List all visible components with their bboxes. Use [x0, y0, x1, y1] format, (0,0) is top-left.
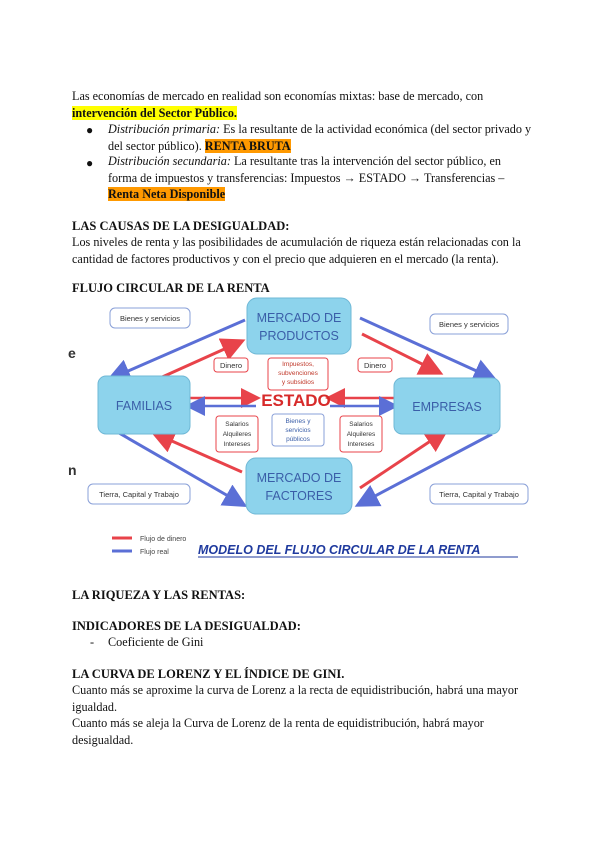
salarios-right-line-2: Alquileres [346, 431, 376, 438]
estado-label: ESTADO [261, 391, 331, 410]
bienes-publicos-line-1: Bienes y [285, 418, 311, 425]
bullet-text: La resultante tras la intervención del sector público, en forma de impuestos y transferencias: Impuestos → ESTADO → Transferencias – [108, 154, 505, 185]
bienes-publicos-line-3: públicos [286, 436, 310, 443]
salarios-left-line-1: Salarios [225, 421, 249, 428]
dinero-left-text: Dinero [219, 361, 243, 370]
mercado-factores-box [246, 458, 352, 514]
bullet-dot: ● [86, 123, 94, 137]
lorenz-paragraph-1: Cuanto más se aproxime la curva de Lorenz a la recta de equidistribución, habrá una mayor igualdad. [72, 683, 519, 714]
intro-text: Las economías de mercado en realidad son economías mixtas: base de mercado, con [72, 89, 484, 103]
section-heading-lorenz: LA CURVA DE LORENZ Y EL ÍNDICE DE GINI. [72, 667, 345, 681]
bienes-right-text: Bienes y servicios [438, 320, 500, 329]
bullet-primaria [108, 121, 533, 154]
diagram-title: MODELO DEL FLUJO CIRCULAR DE LA RENTA [198, 543, 481, 557]
lorenz-paragraph-2: Cuanto más se aleja la Curva de Lorenz de la renta de equidistribución, habrá mayor desigualdad. [72, 716, 484, 747]
mercado-factores-label-1: MERCADO DE [256, 471, 342, 485]
dinero-right-text: Dinero [363, 361, 387, 370]
impuestos-line-1: Impuestos, [282, 361, 314, 368]
indicadores-dash: - [90, 635, 95, 649]
circular-flow-diagram [60, 292, 540, 570]
mercado-productos-label-1: MERCADO DE [256, 311, 342, 325]
legend-real-label: Flujo real [140, 549, 169, 556]
bullet-term: Distribución primaria: [108, 122, 221, 136]
tierra-right-text: Tierra, Capital y Trabajo [439, 490, 519, 499]
tierra-left-text: Tierra, Capital y Trabajo [99, 490, 179, 499]
mercado-productos-label-2: PRODUCTOS [259, 329, 339, 343]
bullet-text: Es la resultante de la actividad económica (del sector privado y del sector público). [108, 122, 532, 153]
bullet-dot: ● [86, 156, 94, 170]
section-heading-riqueza: LA RIQUEZA Y LAS RENTAS: [72, 588, 246, 602]
renta-bruta-highlight: RENTA BRUTA [204, 138, 291, 153]
side-letter-top: e [68, 345, 76, 361]
salarios-right-line-1: Salarios [349, 421, 373, 428]
mercado-productos-box [247, 298, 351, 354]
empresas-label: EMPRESAS [412, 400, 482, 414]
impuestos-line-3: y subsidios [281, 379, 315, 386]
indicadores-item: Coeficiente de Gini [108, 635, 204, 649]
bullet-term: Distribución secundaria: [108, 154, 231, 168]
bienes-publicos-line-2: servicios [285, 427, 311, 434]
intro-highlight: intervención del Sector Público. [72, 105, 237, 120]
bienes-left-text: Bienes y servicios [119, 314, 181, 323]
causas-paragraph: Los niveles de renta y las posibilidades de acumulación de riqueza están relacionadas con la cantidad de factores productivos y con el precio que adquieren en el mercado (la renta). [72, 235, 521, 266]
salarios-left-line-3: Intereses [223, 441, 251, 448]
side-letter-bottom: n [68, 462, 77, 478]
mercado-factores-label-2: FACTORES [265, 489, 333, 503]
section-heading-causas: LAS CAUSAS DE LA DESIGUALDAD: [72, 219, 290, 233]
intro-paragraph [72, 88, 532, 121]
bullet-secundaria [108, 153, 533, 203]
salarios-left-line-2: Alquileres [222, 431, 252, 438]
impuestos-line-2: subvenciones [278, 370, 318, 377]
salarios-right-line-3: Intereses [347, 441, 375, 448]
familias-label: FAMILIAS [115, 399, 173, 413]
legend-money-label: Flujo de dinero [140, 536, 187, 543]
renta-neta-highlight: Renta Neta Disponible [108, 187, 226, 201]
section-heading-flujo: FLUJO CIRCULAR DE LA RENTA [72, 281, 270, 295]
section-heading-indicadores: INDICADORES DE LA DESIGUALDAD: [72, 619, 301, 633]
